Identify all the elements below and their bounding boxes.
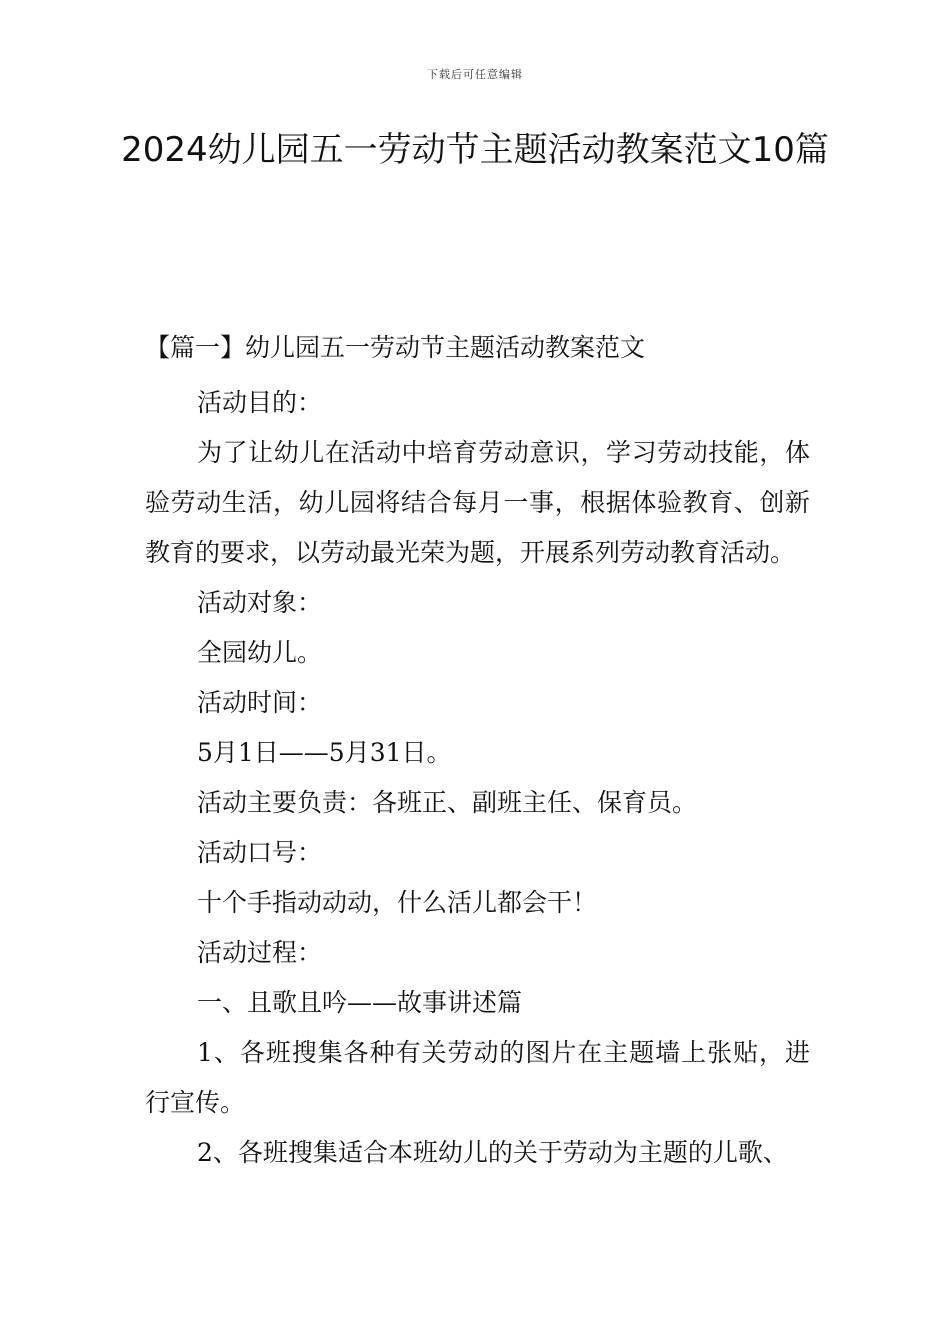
document-title: 2024幼儿园五一劳动节主题活动教案范文10篇 <box>121 130 829 170</box>
section-heading: 【篇一】幼儿园五一劳动节主题活动教案范文 <box>145 333 646 362</box>
document-body <box>145 378 810 1178</box>
paragraph-process-label: 活动过程： <box>197 938 323 967</box>
paragraph-item-one: 1、各班搜集各种有关劳动的图片在主题墙上张贴，进行宣传。 <box>145 1038 810 1117</box>
header-note: 下载后可任意编辑 <box>427 68 523 81</box>
paragraph-section-one: 一、且歌且吟——故事讲述篇 <box>197 988 523 1017</box>
paragraph-slogan-text: 十个手指动动动，什么活儿都会干！ <box>197 888 598 917</box>
paragraph-responsible: 活动主要负责：各班正、副班主任、保育员。 <box>197 788 698 817</box>
paragraph-time-text: 5月1日——5月31日。 <box>197 738 452 767</box>
paragraph-item-two: 2、各班搜集适合本班幼儿的关于劳动为主题的儿歌、 <box>197 1138 788 1167</box>
paragraph-time-label: 活动时间： <box>197 688 323 717</box>
paragraph-goal-text: 为了让幼儿在活动中培育劳动意识，学习劳动技能，体验劳动生活，幼儿园将结合每月一事，根据体验教育、创新教育的要求，以劳动最光荣为题，开展系列劳动教育活动。 <box>145 438 810 567</box>
paragraph-goal-label: 活动目的： <box>197 388 323 417</box>
paragraph-slogan-label: 活动口号： <box>197 838 323 867</box>
paragraph-target-text: 全园幼儿。 <box>197 638 323 667</box>
paragraph-target-label: 活动对象： <box>197 588 323 617</box>
